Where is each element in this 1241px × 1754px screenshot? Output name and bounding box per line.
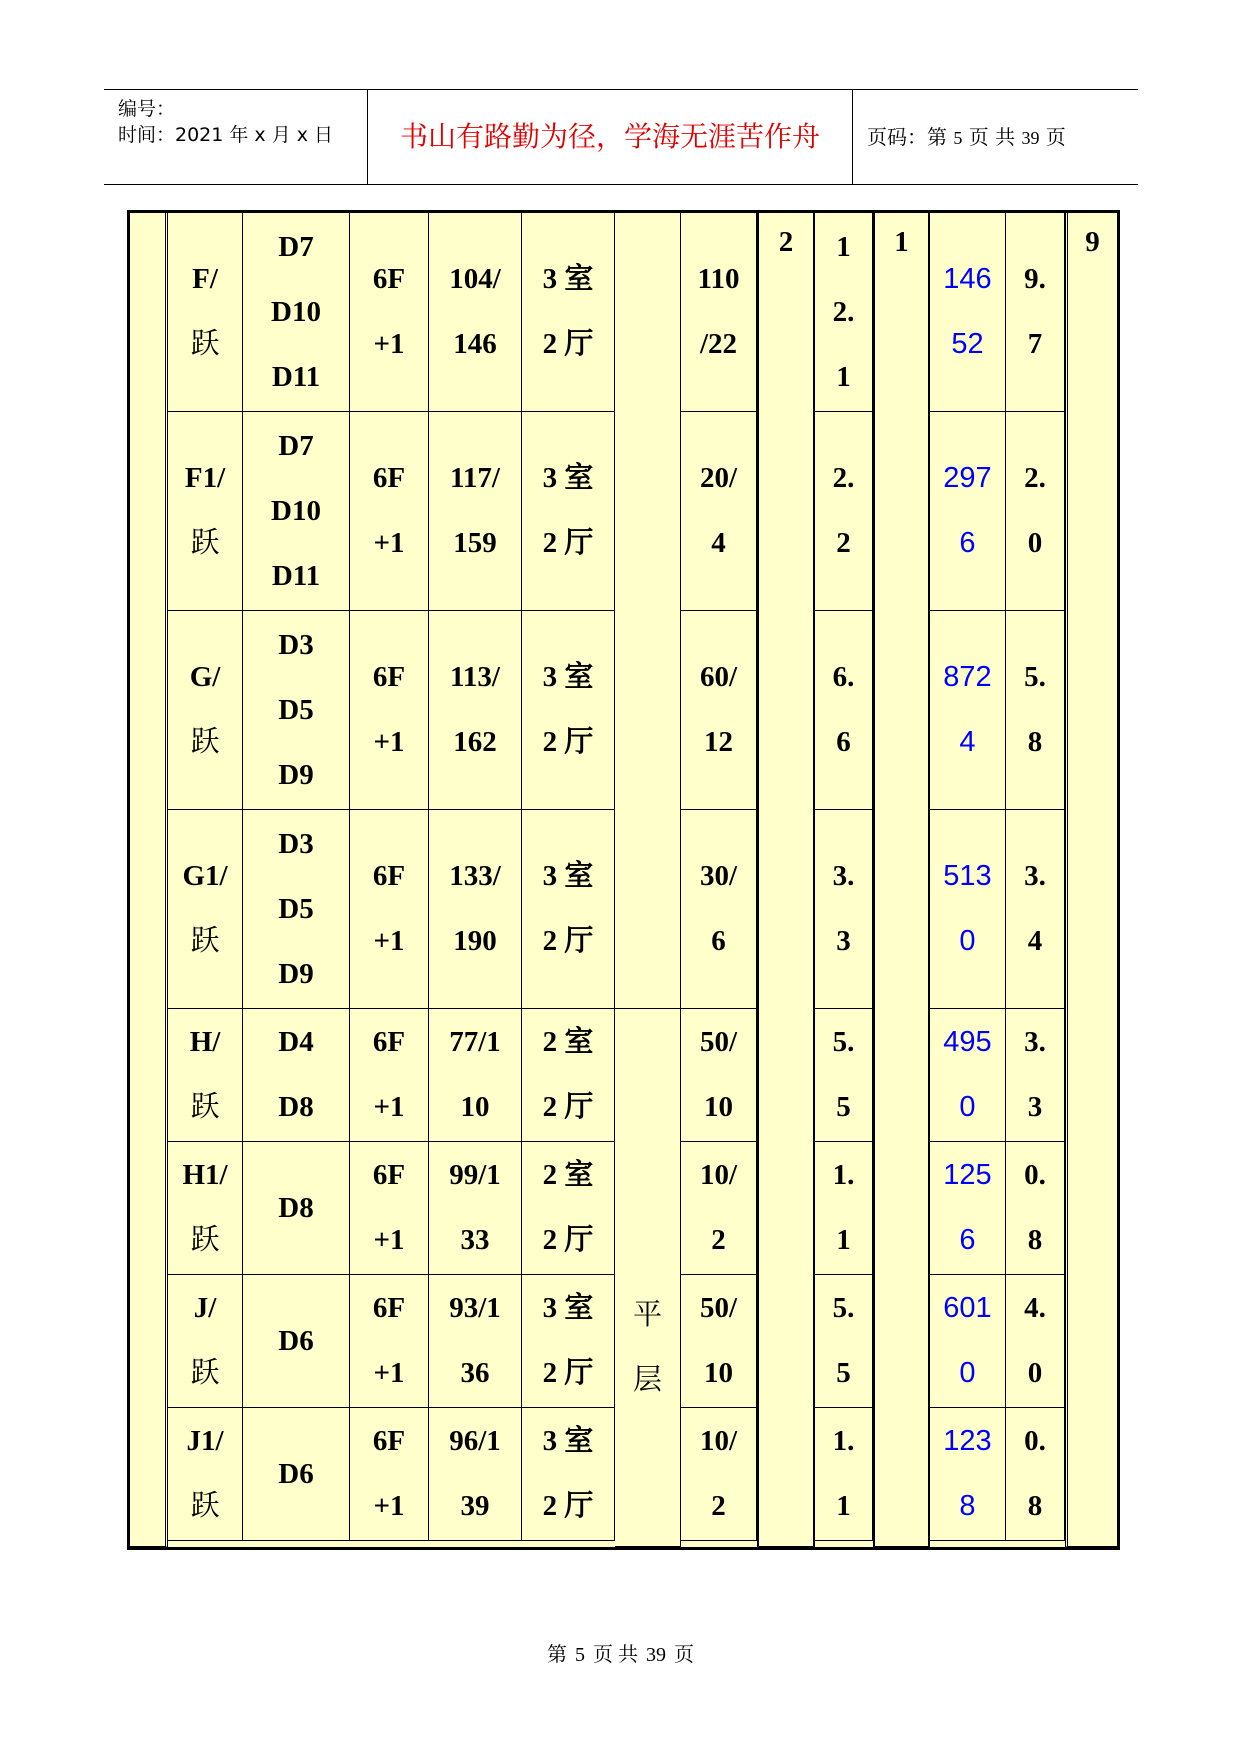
merged-one-cell-line: 1 (894, 226, 909, 258)
building-cell (243, 1275, 350, 1408)
page-suffix: 页 (1045, 125, 1066, 149)
area-cell (429, 1408, 522, 1541)
percent-cell-line: 8 (1027, 1224, 1043, 1256)
blank-merged-cell (615, 213, 681, 1009)
ratio-cell-line: 2. (832, 295, 855, 328)
quantity-cell (681, 1009, 757, 1142)
layout-cell-line: 2 厅 (542, 527, 594, 559)
building-cell-line: D9 (278, 957, 314, 990)
ratio-cell-line: 2. (832, 462, 855, 494)
unit-type-cell-line: F1/ (184, 462, 226, 494)
area-cell-line: 113/ (450, 661, 500, 693)
building-cell-line: D7 (278, 230, 314, 263)
ratio-cell (815, 1142, 873, 1275)
building-cell-line: D6 (278, 1324, 314, 1357)
price-cell (930, 611, 1006, 810)
percent-cell-line: 8 (1027, 1490, 1043, 1522)
percent-cell-line: 4. (1024, 1292, 1046, 1324)
unit-type-cell-line: 跃 (190, 1357, 220, 1389)
quantity-cell (681, 213, 757, 412)
percent-cell (1006, 1142, 1065, 1275)
layout-cell-line: 2 厅 (542, 328, 594, 360)
price-cell-line: 297 (943, 462, 992, 494)
area-cell (429, 611, 522, 810)
building-cell-line: D5 (278, 892, 314, 925)
floors-cell (350, 1142, 429, 1275)
ratio-cell-line: 6 (836, 726, 851, 758)
layout-cell (522, 412, 615, 611)
unit-type-cell-line: 跃 (190, 1490, 220, 1522)
page-footer (0, 1638, 1241, 1667)
area-cell (429, 810, 522, 1009)
area-cell-line: 33 (460, 1224, 490, 1256)
area-cell-line: 99/1 (449, 1159, 501, 1191)
percent-cell-line: 9. (1024, 263, 1046, 295)
area-cell-line: 36 (460, 1357, 490, 1389)
floors-cell-line: +1 (373, 1091, 405, 1123)
building-cell-line: D3 (278, 628, 314, 661)
building-cell-line: D11 (271, 360, 321, 393)
ratio-cell-line: 3 (836, 925, 851, 957)
floors-cell-line: 6F (372, 1292, 406, 1324)
ratio-cell (815, 213, 873, 412)
floors-cell (350, 1408, 429, 1541)
building-cell-line: D7 (278, 429, 314, 462)
building-cell-line: D11 (271, 559, 321, 592)
price-cell-line: 0 (959, 925, 976, 957)
quantity-cell-line: 30/ (699, 860, 738, 892)
layout-cell-line: 2 厅 (542, 1224, 594, 1256)
percent-cell (1006, 611, 1065, 810)
percent-cell-line: 2. (1024, 462, 1046, 494)
percent-cell (1006, 810, 1065, 1009)
unit-type-cell (168, 611, 243, 810)
unit-type-cell-line: 跃 (190, 527, 220, 559)
ratio-cell (815, 611, 873, 810)
quantity-cell-line: 4 (711, 527, 726, 559)
building-cell-line: D4 (278, 1026, 314, 1058)
percent-cell-line: 7 (1027, 328, 1043, 360)
unit-type-cell-line: F/ (192, 263, 218, 295)
layout-cell-line: 2 厅 (542, 1490, 594, 1522)
price-cell (930, 213, 1006, 412)
footer-suffix: 页 (674, 1644, 694, 1666)
price-cell-line: 495 (943, 1026, 992, 1058)
price-cell-line: 601 (943, 1292, 992, 1324)
layout-cell-line: 2 厅 (542, 1091, 594, 1123)
floors-cell-line: +1 (373, 328, 405, 360)
price-cell-line: 6 (959, 1224, 976, 1256)
area-cell-line: 117/ (450, 462, 500, 494)
percent-cell (1006, 412, 1065, 611)
header-meta (104, 90, 368, 184)
unit-type-cell (168, 412, 243, 611)
price-cell (930, 1275, 1006, 1408)
layout-cell-line: 3 室 (542, 1425, 594, 1457)
unit-type-cell-line: G/ (189, 661, 221, 693)
merged-one-cell (873, 213, 930, 1547)
price-cell-line: 872 (943, 661, 992, 693)
quantity-cell (681, 1408, 757, 1541)
unit-type-cell (168, 1009, 243, 1142)
floors-cell-line: +1 (373, 1224, 405, 1256)
quantity-cell-line: 10/ (699, 1425, 738, 1457)
quantity-cell-line: 20/ (699, 462, 738, 494)
ratio-cell-line: 1. (832, 1425, 855, 1457)
building-cell (243, 213, 350, 412)
unit-type-cell-line: 跃 (190, 328, 220, 360)
quantity-cell (681, 1275, 757, 1408)
motto: 书山有路勤为径，学海无涯苦作舟 (368, 90, 853, 184)
unit-type-cell-line: G1/ (182, 860, 228, 892)
building-cell (243, 1142, 350, 1275)
quantity-cell (681, 412, 757, 611)
percent-cell (1006, 213, 1065, 412)
floors-cell (350, 1275, 429, 1408)
layout-cell-line: 3 室 (542, 860, 594, 892)
quantity-cell-line: 2 (711, 1224, 726, 1256)
percent-cell-line: 0 (1027, 1357, 1043, 1389)
ratio-cell-line: 5. (832, 1292, 855, 1324)
ratio-cell-line: 5 (836, 1357, 851, 1389)
price-cell (930, 810, 1006, 1009)
percent-cell (1006, 1408, 1065, 1541)
floors-cell-line: +1 (373, 925, 405, 957)
floors-cell-line: 6F (372, 1425, 406, 1457)
price-cell-line: 513 (943, 860, 992, 892)
percent-cell-line: 8 (1027, 726, 1043, 758)
quantity-cell-line: 50/ (699, 1292, 738, 1324)
unit-type-cell-line: 跃 (190, 726, 220, 758)
floors-cell (350, 213, 429, 412)
unit-type-cell-line: 跃 (190, 1224, 220, 1256)
price-cell (930, 1408, 1006, 1541)
building-cell-line: D3 (278, 827, 314, 860)
quantity-cell-line: 10/ (699, 1159, 738, 1191)
footer-mid: 页 共 (593, 1644, 638, 1666)
merged-nine-cell (1065, 213, 1117, 1547)
price-cell-line: 52 (951, 328, 984, 360)
quantity-cell-line: 50/ (699, 1026, 738, 1058)
area-cell-line: 190 (453, 925, 497, 957)
layout-cell-line: 2 厅 (542, 726, 594, 758)
price-cell (930, 1009, 1006, 1142)
quantity-cell (681, 810, 757, 1009)
percent-cell-line: 3. (1024, 1026, 1046, 1058)
page-prefix: 页码：第 (867, 125, 947, 149)
building-cell (243, 1408, 350, 1541)
layout-cell-line: 3 室 (542, 661, 594, 693)
number-label: 编号： (118, 98, 176, 120)
unit-type-cell-line: J1/ (186, 1425, 224, 1457)
ratio-cell (815, 1275, 873, 1408)
percent-cell-line: 4 (1027, 925, 1043, 957)
ratio-cell-line: 1. (832, 1159, 855, 1191)
index-column (130, 213, 168, 1547)
layout-cell-line: 3 室 (542, 263, 594, 295)
unit-type-cell (168, 213, 243, 412)
area-cell (429, 1275, 522, 1408)
unit-type-cell-line: J/ (193, 1292, 217, 1324)
layout-cell (522, 1275, 615, 1408)
percent-cell (1006, 1009, 1065, 1142)
layout-cell-line: 2 厅 (542, 1357, 594, 1389)
quantity-cell (681, 1142, 757, 1275)
layout-cell (522, 1142, 615, 1275)
building-cell (243, 412, 350, 611)
quantity-cell-line: 60/ (699, 661, 738, 693)
footer-total: 39 (646, 1644, 666, 1666)
building-cell (243, 611, 350, 810)
price-cell (930, 1142, 1006, 1275)
layout-cell-line: 3 室 (542, 462, 594, 494)
building-cell-line: D9 (278, 758, 314, 791)
area-cell (429, 213, 522, 412)
page-mid: 页 共 (968, 125, 1016, 149)
unit-table (127, 210, 1120, 1550)
floors-cell (350, 1009, 429, 1142)
merged-nine-cell-line: 9 (1085, 226, 1100, 258)
unit-type-cell (168, 1408, 243, 1541)
floors-cell (350, 611, 429, 810)
price-cell-line: 146 (943, 263, 992, 295)
quantity-cell-line: 10 (704, 1091, 733, 1123)
unit-type-cell (168, 1275, 243, 1408)
price-cell-line: 123 (943, 1425, 992, 1457)
layout-cell-line: 2 厅 (542, 925, 594, 957)
area-cell-line: 104/ (449, 263, 501, 295)
time-label: 时间：2021 年 x 月 x 日 (118, 124, 334, 146)
flat-label-cell (615, 1009, 681, 1547)
building-cell-line: D5 (278, 693, 314, 726)
area-cell-line: 159 (453, 527, 497, 559)
page-total: 39 (1021, 128, 1040, 148)
floors-cell-line: 6F (372, 462, 406, 494)
area-cell (429, 1009, 522, 1142)
header-page-number (853, 90, 1152, 184)
page-num: 5 (953, 128, 963, 148)
layout-cell (522, 810, 615, 1009)
building-cell-line: D6 (278, 1457, 314, 1490)
area-cell-line: 133/ (449, 860, 501, 892)
ratio-cell-line: 1 (836, 1490, 851, 1522)
ratio-cell-line: 5. (832, 1026, 855, 1058)
area-cell (429, 412, 522, 611)
ratio-cell-line: 1 (836, 1224, 851, 1256)
floors-cell-line: 6F (372, 263, 406, 295)
floors-cell-line: 6F (372, 860, 406, 892)
floors-cell-line: +1 (373, 1490, 405, 1522)
ratio-cell-line: 1 (836, 360, 851, 393)
unit-type-cell (168, 810, 243, 1009)
price-cell (930, 412, 1006, 611)
ratio-cell (815, 1009, 873, 1142)
layout-cell-line: 3 室 (542, 1292, 594, 1324)
ratio-cell-line: 6. (832, 661, 855, 693)
area-cell-line: 10 (460, 1091, 490, 1123)
area-cell-line: 93/1 (449, 1292, 501, 1324)
ratio-cell-line: 3. (832, 860, 855, 892)
quantity-cell-line: 10 (704, 1357, 733, 1389)
floors-cell-line: +1 (373, 726, 405, 758)
ratio-cell-line: 1 (836, 230, 851, 263)
layout-cell-line: 2 室 (542, 1026, 594, 1058)
unit-type-cell (168, 1142, 243, 1275)
building-cell (243, 1009, 350, 1142)
building-cell-line: D8 (278, 1091, 314, 1123)
layout-cell-line: 2 室 (542, 1159, 594, 1191)
layout-cell (522, 213, 615, 412)
floors-cell-line: +1 (373, 1357, 405, 1389)
building-cell (243, 810, 350, 1009)
merged-two-cell-line: 2 (778, 226, 794, 258)
ratio-cell-line: 2 (836, 527, 851, 559)
building-cell-line: D10 (271, 494, 321, 527)
percent-cell-line: 3 (1027, 1091, 1043, 1123)
quantity-cell-line: 110 (697, 263, 740, 295)
layout-cell (522, 1009, 615, 1142)
quantity-cell-line: 2 (711, 1490, 726, 1522)
ratio-cell (815, 810, 873, 1009)
area-cell (429, 1142, 522, 1275)
area-cell-line: 146 (453, 328, 497, 360)
percent-cell-line: 0. (1024, 1425, 1046, 1457)
percent-cell-line: 3. (1024, 860, 1046, 892)
percent-cell-line: 0 (1027, 527, 1043, 559)
price-cell-line: 0 (959, 1091, 976, 1123)
unit-type-cell-line: 跃 (190, 925, 220, 957)
page-header (104, 89, 1138, 185)
flat-label-cell-line: 层 (632, 1363, 662, 1396)
area-cell-line: 162 (453, 726, 497, 758)
price-cell-line: 6 (959, 527, 976, 559)
ratio-cell (815, 412, 873, 611)
ratio-cell (815, 1408, 873, 1541)
floors-cell-line: +1 (373, 527, 405, 559)
area-cell-line: 39 (460, 1490, 490, 1522)
price-cell-line: 0 (959, 1357, 976, 1389)
footer-num: 5 (575, 1644, 585, 1666)
price-cell-line: 4 (959, 726, 976, 758)
building-cell-line: D8 (278, 1191, 314, 1224)
quantity-cell-line: 12 (704, 726, 733, 758)
area-cell-line: 96/1 (449, 1425, 501, 1457)
percent-cell (1006, 1275, 1065, 1408)
price-cell-line: 8 (959, 1490, 976, 1522)
floors-cell (350, 412, 429, 611)
quantity-cell-line: /22 (699, 328, 738, 360)
layout-cell (522, 611, 615, 810)
merged-two-cell (757, 213, 815, 1547)
price-cell-line: 125 (943, 1159, 992, 1191)
unit-type-cell-line: H1/ (182, 1159, 228, 1191)
percent-cell-line: 0. (1024, 1159, 1046, 1191)
ratio-cell-line: 5 (836, 1091, 851, 1123)
building-cell-line: D10 (271, 295, 321, 328)
floors-cell (350, 810, 429, 1009)
unit-type-cell-line: H/ (189, 1026, 221, 1058)
footer-prefix: 第 (547, 1644, 567, 1666)
layout-cell (522, 1408, 615, 1541)
floors-cell-line: 6F (372, 1159, 406, 1191)
quantity-cell-line: 6 (711, 925, 726, 957)
flat-label-cell-line: 平 (632, 1298, 662, 1331)
floors-cell-line: 6F (372, 1026, 406, 1058)
unit-type-cell-line: 跃 (190, 1091, 220, 1123)
quantity-cell (681, 611, 757, 810)
area-cell-line: 77/1 (449, 1026, 501, 1058)
floors-cell-line: 6F (372, 661, 406, 693)
percent-cell-line: 5. (1024, 661, 1046, 693)
